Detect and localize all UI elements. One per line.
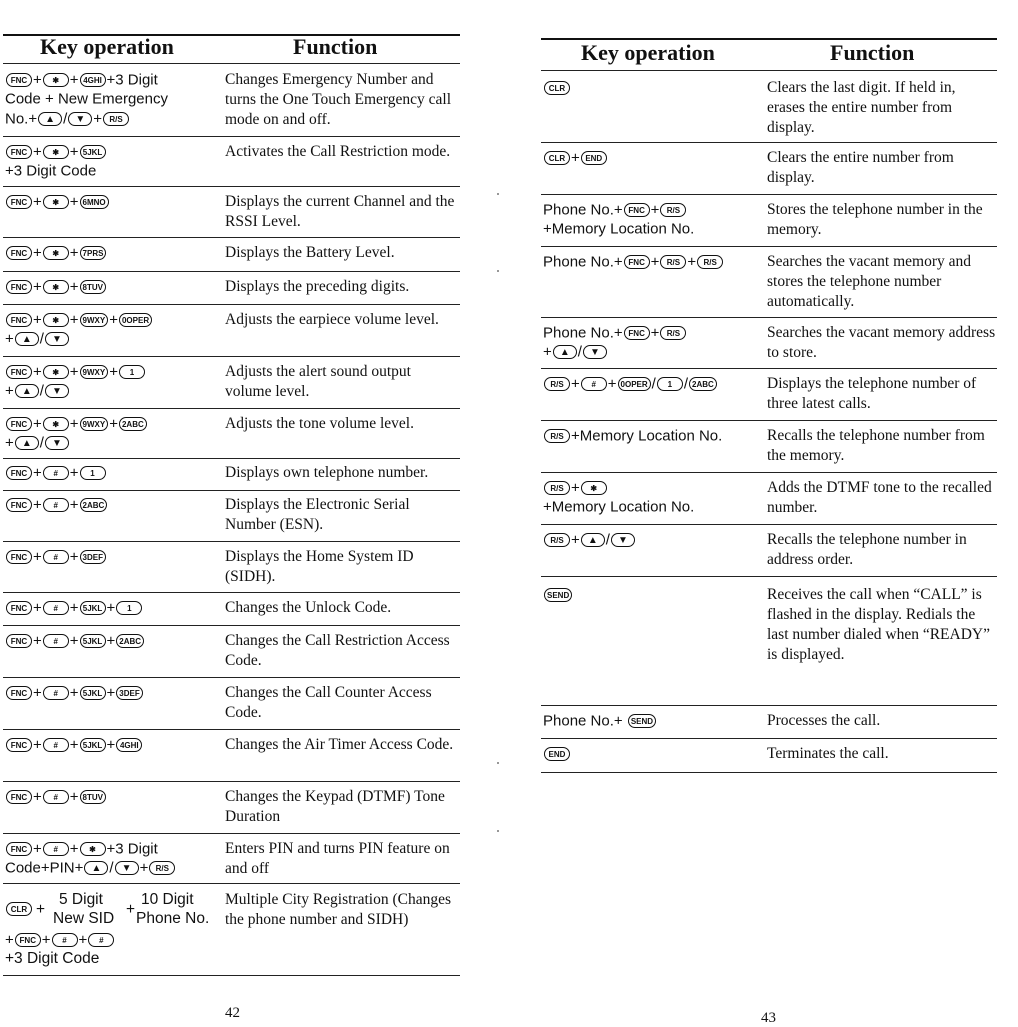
key-operation-cell [543, 530, 636, 549]
function-key-icon: FNC [6, 634, 32, 648]
function-cell: Terminates the call. [767, 745, 889, 762]
key-text: + [69, 193, 79, 211]
row-rule [541, 524, 997, 525]
row-rule [541, 772, 997, 773]
key-operation-cell [5, 362, 146, 401]
1-key-icon: 1 [80, 466, 106, 480]
key-operation-cell [5, 463, 107, 482]
key-text: + [33, 736, 42, 754]
key-text: + [33, 193, 42, 211]
send-key-icon: SEND [544, 588, 572, 602]
function-key-icon: FNC [15, 933, 41, 947]
key-text: + [33, 599, 42, 617]
speck [497, 830, 499, 832]
key-text: + [69, 736, 79, 754]
key-text: + [650, 324, 660, 342]
key-text: Phone No.+ [543, 253, 623, 271]
key-operation-cell [5, 414, 148, 453]
key-text: + [109, 415, 118, 433]
key-text: + [33, 244, 42, 262]
row-rule [3, 541, 460, 542]
row-rule [3, 490, 460, 491]
key-text: No.+ [5, 110, 38, 128]
key-text: + [69, 278, 79, 296]
recall-store-key-icon: R/S [697, 255, 723, 269]
1-key-icon: 1 [119, 365, 145, 379]
key-operation-cell [543, 78, 571, 97]
key-text: + [106, 736, 116, 754]
2abc-key-icon: 2ABC [80, 498, 108, 512]
key-text: + [69, 496, 79, 514]
up-arrow-key-icon: ▲ [15, 436, 39, 450]
recall-store-key-icon: R/S [544, 481, 570, 495]
up-arrow-key-icon: ▲ [581, 533, 605, 547]
star-key-icon: ✱ [80, 842, 106, 856]
down-arrow-key-icon: ▼ [583, 345, 607, 359]
down-arrow-key-icon: ▼ [45, 436, 69, 450]
header-key-operation: Key operation [40, 34, 174, 59]
5jkl-key-icon: 5JKL [80, 601, 106, 615]
function-key-icon: FNC [6, 790, 32, 804]
4ghi-key-icon: 4GHI [80, 73, 106, 87]
key-operation-cell [5, 839, 176, 878]
key-text: + [69, 464, 79, 482]
recall-store-key-icon: R/S [544, 533, 570, 547]
row-rule [3, 975, 460, 976]
key-text: + [687, 253, 697, 271]
row-rule [3, 304, 460, 305]
key-operation-cell [5, 277, 107, 296]
key-text: +Memory Location No. [543, 498, 695, 516]
pound-key-icon: # [43, 634, 69, 648]
function-key-icon: FNC [6, 280, 32, 294]
key-text: / [605, 531, 610, 549]
row-rule [541, 142, 997, 143]
key-text: + [5, 330, 14, 348]
function-cell: Displays the Battery Level. [225, 244, 395, 261]
key-text: +3 Digit Code [5, 162, 97, 180]
function-cell: Adjusts the tone volume level. [225, 415, 414, 432]
function-cell: Clears the entire number from display. [767, 149, 954, 186]
key-operation-cell [5, 495, 108, 514]
key-text: + [93, 110, 103, 128]
function-key-icon: FNC [6, 365, 32, 379]
function-cell: Stores the telephone number in the memory. [767, 201, 983, 238]
function-cell: Changes the Keypad (DTMF) Tone Duration [225, 788, 445, 825]
row-rule [541, 576, 997, 577]
row-rule [3, 186, 460, 187]
9wxy-key-icon: 9WXY [80, 313, 109, 327]
key-text: + [33, 548, 42, 566]
star-key-icon: ✱ [43, 313, 69, 327]
key-operation-cell [543, 711, 657, 730]
row-rule [3, 729, 460, 730]
key-text: / [39, 434, 44, 452]
key-text: + [571, 149, 580, 167]
pound-key-icon: # [43, 550, 69, 564]
key-operation-cell [543, 200, 694, 239]
key-operation-cell [5, 631, 145, 650]
row-rule [3, 356, 460, 357]
key-text: + [650, 253, 660, 271]
key-text: + [69, 684, 79, 702]
key-operation-cell [5, 192, 110, 211]
5jkl-key-icon: 5JKL [80, 634, 106, 648]
key-text: + [69, 415, 79, 433]
key-text: + [69, 244, 79, 262]
key-text: + [109, 363, 118, 381]
key-text: +3 Digit [106, 840, 158, 858]
recall-store-key-icon: R/S [660, 326, 686, 340]
key-text: / [683, 375, 688, 393]
down-arrow-key-icon: ▼ [611, 533, 635, 547]
key-text: + [5, 434, 14, 452]
row-rule [3, 677, 460, 678]
pound-key-icon: # [581, 377, 607, 391]
key-operation-cell [5, 598, 143, 617]
row-rule [541, 317, 997, 318]
row-rule [541, 738, 997, 739]
row-rule [3, 625, 460, 626]
down-arrow-key-icon: ▼ [45, 384, 69, 398]
function-cell: Changes Emergency Number and turns the One Touch Emergency call mode on and off. [225, 71, 452, 128]
function-key-icon: FNC [6, 738, 32, 752]
row-rule [3, 136, 460, 137]
recall-store-key-icon: R/S [103, 112, 129, 126]
speck [497, 762, 499, 764]
up-arrow-key-icon: ▲ [38, 112, 62, 126]
key-text: / [577, 343, 582, 361]
2abc-key-icon: 2ABC [689, 377, 717, 391]
pound-key-icon: # [88, 933, 114, 947]
key-text: + [106, 632, 116, 650]
key-text: + [571, 375, 580, 393]
4ghi-key-icon: 4GHI [116, 738, 142, 752]
key-text: + [571, 531, 580, 549]
end-key-icon: END [581, 151, 607, 165]
function-cell: Adds the DTMF tone to the recalled number. [767, 479, 992, 516]
function-key-icon: FNC [6, 498, 32, 512]
key-operation-cell [543, 252, 724, 271]
key-operation-cell [5, 547, 107, 566]
key-clr-icon: CLR [6, 902, 32, 916]
pound-key-icon: # [43, 498, 69, 512]
row-rule [541, 194, 997, 195]
row-rule [541, 705, 997, 706]
key-text: + [41, 931, 51, 949]
recall-store-key-icon: R/S [660, 255, 686, 269]
function-key-icon: FNC [6, 313, 32, 327]
row-rule [3, 408, 460, 409]
key-text: + [69, 143, 79, 161]
key-operation-cell [5, 735, 143, 754]
key-text: + [69, 788, 79, 806]
key-text: + [69, 632, 79, 650]
key-text: +Memory Location No. [571, 427, 723, 445]
star-key-icon: ✱ [43, 195, 69, 209]
row-rule [541, 472, 997, 473]
header-rule [541, 70, 997, 71]
key-text: + [69, 548, 79, 566]
key-text: + [33, 363, 42, 381]
key-text: / [39, 382, 44, 400]
function-cell: Enters PIN and turns PIN feature on and off [225, 840, 450, 877]
function-key-icon: FNC [624, 326, 650, 340]
1-key-icon: 1 [657, 377, 683, 391]
function-cell: Searches the vacant memory address to store. [767, 324, 996, 361]
key-text: + [650, 201, 660, 219]
key-operation-cell [5, 310, 153, 349]
recall-store-key-icon: R/S [544, 429, 570, 443]
multi-city-key-line [5, 930, 115, 949]
function-cell: Displays own telephone number. [225, 464, 429, 481]
key-text: + [106, 599, 116, 617]
key-operation-cell [5, 243, 107, 262]
key-text: + [33, 788, 42, 806]
1-key-icon: 1 [116, 601, 142, 615]
up-arrow-key-icon: ▲ [553, 345, 577, 359]
row-rule [3, 237, 460, 238]
function-cell: Adjusts the alert sound output volume level. [225, 363, 411, 400]
key-text: + [5, 382, 14, 400]
key-text: + [33, 840, 42, 858]
function-key-icon: FNC [6, 686, 32, 700]
0oper-key-icon: 0OPER [618, 377, 651, 391]
pound-key-icon: # [43, 686, 69, 700]
header-key-operation: Key operation [581, 40, 715, 65]
function-cell: Changes the Air Timer Access Code. [225, 736, 454, 753]
key-text: +3 Digit [106, 71, 158, 89]
function-cell: Recalls the telephone number from the memory. [767, 427, 985, 464]
down-arrow-key-icon: ▼ [45, 332, 69, 346]
multi-city-function: Multiple City Registration (Changes the phone number and SIDH) [225, 891, 452, 928]
speck [497, 193, 499, 195]
speck [497, 270, 499, 272]
pound-key-icon: # [43, 842, 69, 856]
function-key-icon: FNC [6, 417, 32, 431]
key-text: + [543, 343, 552, 361]
function-cell: Displays the current Channel and the RSSI Level. [225, 193, 455, 230]
9wxy-key-icon: 9WXY [80, 417, 109, 431]
function-key-icon: FNC [6, 601, 32, 615]
function-cell: Displays the preceding digits. [225, 278, 410, 295]
key-text: + [69, 71, 79, 89]
row-rule [541, 246, 997, 247]
row-rule [3, 833, 460, 834]
3def-key-icon: 3DEF [80, 550, 106, 564]
sid-bottom-label: New SID [53, 910, 115, 927]
key-text: / [109, 859, 114, 877]
multi-city-code-line: +3 Digit Code [5, 950, 100, 967]
key-text: / [39, 330, 44, 348]
key-text: + [33, 278, 42, 296]
function-cell: Changes the Call Counter Access Code. [225, 684, 432, 721]
row-rule [3, 271, 460, 272]
pound-key-icon: # [43, 601, 69, 615]
3def-key-icon: 3DEF [116, 686, 142, 700]
phone-bottom-label: Phone No. [136, 910, 210, 927]
clear-key-icon: CLR [544, 81, 570, 95]
star-key-icon: ✱ [43, 365, 69, 379]
key-text: + [109, 311, 118, 329]
row-rule [3, 781, 460, 782]
key-text: + [33, 71, 42, 89]
function-cell: Searches the vacant memory and stores the telephone number automatically. [767, 253, 971, 310]
header-rule [3, 63, 460, 64]
key-text: + [33, 464, 42, 482]
function-key-icon: FNC [6, 195, 32, 209]
key-text: + [33, 415, 42, 433]
6mno-key-icon: 6MNO [80, 195, 109, 209]
recall-store-key-icon: R/S [660, 203, 686, 217]
recall-store-key-icon: R/S [544, 377, 570, 391]
function-cell: Displays the Home System ID (SIDH). [225, 548, 414, 585]
pound-key-icon: # [52, 933, 78, 947]
key-operation-cell [543, 323, 687, 362]
sid-top-label: 5 Digit [59, 891, 103, 908]
up-arrow-key-icon: ▲ [15, 384, 39, 398]
up-arrow-key-icon: ▲ [15, 332, 39, 346]
key-text: + [33, 311, 42, 329]
key-operation-cell [5, 142, 107, 181]
key-operation-cell [5, 70, 168, 128]
page-number: 42 [225, 1005, 240, 1021]
header-function: Function [830, 40, 915, 65]
key-operation-cell [543, 585, 573, 604]
key-text: / [63, 110, 68, 128]
key-text: + [78, 931, 88, 949]
key-text: + [106, 684, 116, 702]
8tuv-key-icon: 8TUV [80, 280, 106, 294]
phone-top-label: 10 Digit [141, 891, 194, 908]
row-rule [3, 592, 460, 593]
2abc-key-icon: 2ABC [119, 417, 147, 431]
9wxy-key-icon: 9WXY [80, 365, 109, 379]
plus-sign: + [126, 901, 136, 918]
key-operation-cell [5, 787, 107, 806]
function-cell: Displays the telephone number of three latest calls. [767, 375, 977, 412]
key-text: Phone No.+ [543, 712, 627, 730]
down-arrow-key-icon: ▼ [115, 861, 139, 875]
function-cell: Clears the last digit. If held in, erases the entire number from display. [767, 79, 956, 136]
row-rule [541, 368, 997, 369]
0oper-key-icon: 0OPER [119, 313, 152, 327]
key-operation-cell [543, 374, 718, 393]
plus-sign: + [36, 901, 46, 918]
function-key-icon: FNC [6, 842, 32, 856]
multi-city-row [3, 890, 460, 970]
function-cell: Displays the Electronic Serial Number (ESN). [225, 496, 410, 533]
function-key-icon: FNC [6, 466, 32, 480]
key-text: Code + New Emergency [5, 90, 168, 108]
function-cell: Adjusts the earpiece volume level. [225, 311, 439, 328]
2abc-key-icon: 2ABC [116, 634, 144, 648]
8tuv-key-icon: 8TUV [80, 790, 106, 804]
pound-key-icon: # [43, 790, 69, 804]
recall-store-key-icon: R/S [149, 861, 175, 875]
key-text: + [33, 684, 42, 702]
key-text: +Memory Location No. [543, 220, 695, 238]
5jkl-key-icon: 5JKL [80, 686, 106, 700]
key-operation-cell [543, 744, 571, 763]
function-cell: Processes the call. [767, 712, 881, 729]
key-text: + [69, 599, 79, 617]
key-text: + [33, 496, 42, 514]
clear-key-icon: CLR [544, 151, 570, 165]
key-operation-cell [543, 148, 608, 167]
5jkl-key-icon: 5JKL [80, 145, 106, 159]
up-arrow-key-icon: ▲ [84, 861, 108, 875]
key-text: Phone No.+ [543, 324, 623, 342]
pound-key-icon: # [43, 466, 69, 480]
key-text: Code+PIN+ [5, 859, 84, 877]
key-text: / [651, 375, 656, 393]
key-text: + [33, 143, 42, 161]
key-text: + [69, 840, 79, 858]
star-key-icon: ✱ [43, 280, 69, 294]
star-key-icon: ✱ [43, 417, 69, 431]
star-key-icon: ✱ [581, 481, 607, 495]
key-operation-cell [5, 683, 144, 702]
function-key-icon: FNC [624, 203, 650, 217]
star-key-icon: ✱ [43, 73, 69, 87]
page-number: 43 [761, 1010, 776, 1026]
function-cell: Changes the Call Restriction Access Code. [225, 632, 450, 669]
key-text: + [69, 363, 79, 381]
row-rule [3, 458, 460, 459]
down-arrow-key-icon: ▼ [68, 112, 92, 126]
key-text: + [139, 859, 149, 877]
star-key-icon: ✱ [43, 246, 69, 260]
key-operation-cell [543, 426, 722, 445]
function-cell: Recalls the telephone number in address order. [767, 531, 967, 568]
star-key-icon: ✱ [43, 145, 69, 159]
key-text: + [571, 479, 580, 497]
function-key-icon: FNC [624, 255, 650, 269]
key-text: + [5, 931, 14, 949]
function-key-icon: FNC [6, 246, 32, 260]
function-cell: Changes the Unlock Code. [225, 599, 392, 616]
key-text: + [607, 375, 617, 393]
function-cell: Activates the Call Restriction mode. [225, 143, 451, 160]
end-key-icon: END [544, 747, 570, 761]
5jkl-key-icon: 5JKL [80, 738, 106, 752]
function-cell: Receives the call when “CALL” is flashed in the display. Redials the last number dialed when “READY” is displayed. [767, 586, 990, 663]
key-text: Phone No.+ [543, 201, 623, 219]
key-text: + [69, 311, 79, 329]
row-rule [541, 420, 997, 421]
row-rule [3, 883, 460, 884]
pound-key-icon: # [43, 738, 69, 752]
function-key-icon: FNC [6, 550, 32, 564]
key-text: + [33, 632, 42, 650]
7prs-key-icon: 7PRS [80, 246, 107, 260]
function-key-icon: FNC [6, 145, 32, 159]
function-key-icon: FNC [6, 73, 32, 87]
send-key-icon: SEND [628, 714, 656, 728]
header-function: Function [293, 34, 378, 59]
key-operation-cell [543, 478, 694, 517]
